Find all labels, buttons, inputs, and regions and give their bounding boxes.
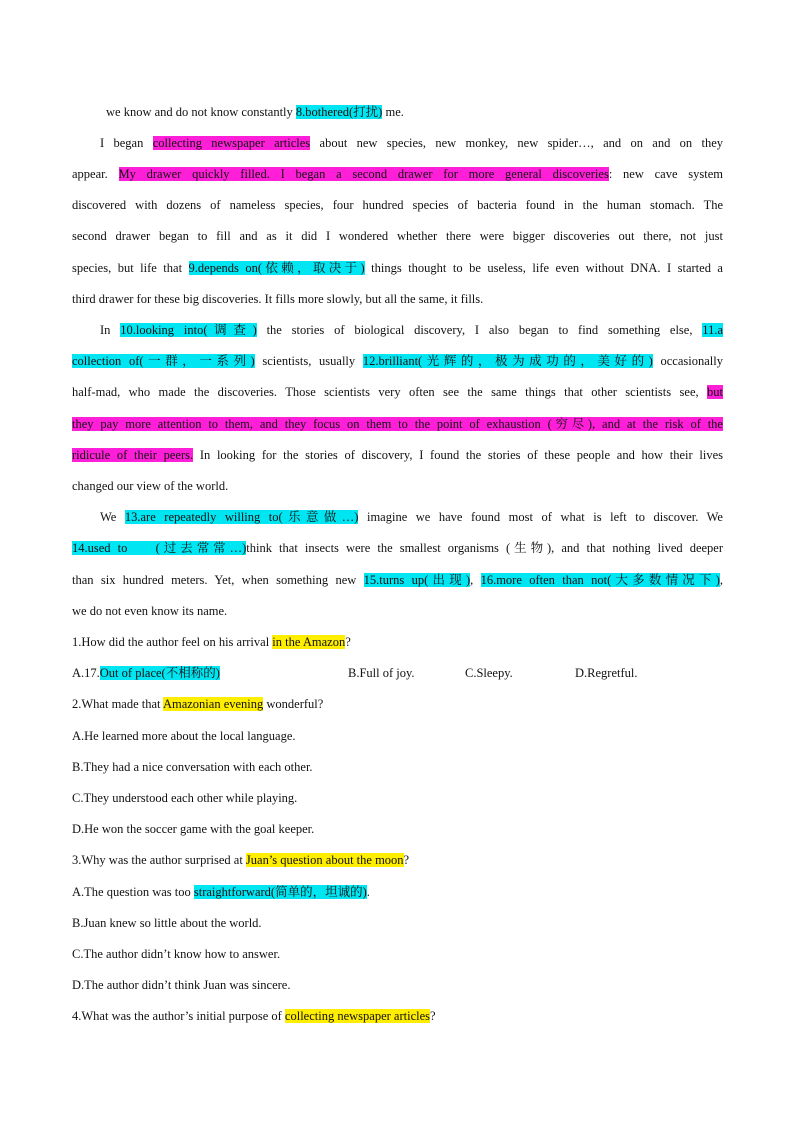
text-run: things thought to be useless, life even without DNA. I started a bbox=[364, 261, 723, 275]
passage-line bbox=[72, 570, 723, 590]
question-1-options bbox=[72, 663, 723, 683]
text-run: ? bbox=[403, 853, 410, 867]
highlighted-phrase: 13.are repeatedly willing to(乐意做…) bbox=[124, 510, 359, 524]
text-run: we do not even know its name. bbox=[72, 604, 228, 618]
text-run: 4.What was the author’s initial purpose of bbox=[72, 1009, 285, 1023]
passage-line bbox=[72, 601, 723, 621]
text-run: 3.Why was the author surprised at bbox=[72, 853, 246, 867]
text-run: the stories of biological discovery, I also began to find something else, bbox=[256, 323, 703, 337]
text-run: discovered with dozens of nameless species, four hundred species of bacteria found in the human stomach. The bbox=[72, 198, 723, 212]
highlighted-phrase: Out of place(不相称的) bbox=[99, 666, 220, 680]
text-run: imagine we have found most of what is left to discover. We bbox=[358, 510, 723, 524]
passage-line bbox=[100, 320, 723, 340]
highlighted-phrase: collection of(一群，一系列) bbox=[72, 354, 255, 368]
text-run: changed our view of the world. bbox=[72, 479, 229, 493]
highlighted-phrase: collecting newspaper articles bbox=[152, 136, 311, 150]
highlighted-phrase: My drawer quickly filled. I began a second drawer for more general discoveries bbox=[118, 167, 609, 181]
text-run: occasionally bbox=[652, 354, 723, 368]
passage-line bbox=[72, 195, 723, 215]
passage-line bbox=[72, 445, 723, 465]
option-b: B.Full of joy. bbox=[348, 666, 415, 680]
text-run: think that insects were the smallest organisms (生物), and that nothing lived deeper bbox=[246, 541, 723, 555]
passage-line bbox=[72, 538, 723, 558]
text-run: : new cave system bbox=[608, 167, 723, 181]
passage-line bbox=[72, 476, 723, 496]
highlighted-phrase: 15.turns up(出现) bbox=[363, 573, 471, 587]
highlighted-phrase: but bbox=[707, 385, 723, 399]
option-d: D.The author didn’t think Juan was sincere. bbox=[72, 978, 291, 992]
option-d: D.He won the soccer game with the goal keeper. bbox=[72, 822, 315, 836]
text-run: appear. bbox=[72, 167, 119, 181]
question-1 bbox=[72, 632, 351, 652]
option-a: A.He learned more about the local language. bbox=[72, 729, 296, 743]
passage-line bbox=[72, 226, 723, 246]
option-a bbox=[72, 663, 220, 683]
option-c: C.They understood each other while playing. bbox=[72, 791, 298, 805]
highlighted-phrase: 12.brilliant(光辉的，极为成功的，美好的) bbox=[362, 354, 653, 368]
highlighted-phrase: 11.a bbox=[702, 323, 724, 337]
passage-line bbox=[72, 258, 723, 278]
text-run: about new species, new monkey, new spider…, and on and on they bbox=[310, 136, 724, 150]
highlighted-phrase: in the Amazon bbox=[272, 635, 346, 649]
highlighted-phrase: 8.bothered(打扰) bbox=[295, 105, 383, 119]
text-run: wonderful? bbox=[263, 697, 324, 711]
passage-line bbox=[72, 351, 723, 371]
passage-line bbox=[72, 164, 723, 184]
text-run: I began bbox=[100, 136, 153, 150]
text-run: half-mad, who made the discoveries. Those scientists very often see the same things that other scientists see, bbox=[72, 385, 708, 399]
passage-line bbox=[72, 414, 723, 434]
option-c: C.Sleepy. bbox=[465, 666, 513, 680]
text-run: scientists, usually bbox=[254, 354, 363, 368]
text-run: In looking for the stories of discovery, I found the stories of these people and how their lives bbox=[193, 448, 723, 462]
highlighted-phrase: 10.looking into(调查) bbox=[120, 323, 257, 337]
highlighted-phrase: ridicule of their peers. bbox=[72, 448, 194, 462]
highlighted-phrase: 14.used to (过去常常…) bbox=[72, 541, 247, 555]
text-run: In bbox=[100, 323, 121, 337]
text-run: ? bbox=[345, 635, 351, 649]
text-run: 1.How did the author feel on his arrival bbox=[72, 635, 273, 649]
text-run: third drawer for these big discoveries. It fills more slowly, but all the same, it fills. bbox=[72, 292, 484, 306]
text-run: 2.What made that bbox=[72, 697, 163, 711]
option-c: C.The author didn’t know how to answer. bbox=[72, 947, 281, 961]
question-2 bbox=[72, 694, 323, 714]
highlighted-phrase: Amazonian evening bbox=[162, 697, 264, 711]
text-run: A.17. bbox=[72, 666, 100, 680]
option-d: D.Regretful. bbox=[575, 666, 638, 680]
passage-line bbox=[100, 133, 723, 153]
text-run: we know and do not know constantly bbox=[106, 105, 296, 119]
passage-line bbox=[106, 102, 723, 122]
text-run: species, but life that bbox=[72, 261, 189, 275]
passage-line bbox=[72, 382, 723, 402]
question-3 bbox=[72, 850, 409, 870]
text-run: ? bbox=[430, 1009, 436, 1023]
text-run: , bbox=[470, 573, 481, 587]
passage-line bbox=[72, 289, 723, 309]
highlighted-phrase: straightforward(简单的，坦诚的) bbox=[193, 885, 367, 899]
highlighted-phrase: collecting newspaper articles bbox=[284, 1009, 430, 1023]
option-a bbox=[72, 882, 370, 902]
text-run: second drawer began to fill and as it did I wondered whether there were bigger discoveries out there, not just bbox=[72, 229, 723, 243]
text-run: A.The question was too bbox=[72, 885, 194, 899]
text-run: . bbox=[366, 885, 370, 899]
passage-line bbox=[100, 507, 723, 527]
question-4 bbox=[72, 1006, 436, 1026]
text-run: me. bbox=[382, 105, 404, 119]
highlighted-phrase: Juan’s question about the moon bbox=[245, 853, 404, 867]
text-run: , bbox=[719, 573, 724, 587]
option-b: B.They had a nice conversation with each other. bbox=[72, 760, 313, 774]
highlighted-phrase: 9.depends on(依赖，取决于) bbox=[188, 261, 365, 275]
option-b: B.Juan knew so little about the world. bbox=[72, 916, 262, 930]
highlighted-phrase: they pay more attention to them, and they focus on them to the point of exhaustion (穷尽), and at the risk of the bbox=[72, 417, 723, 431]
text-run: than six hundred meters. Yet, when something new bbox=[72, 573, 364, 587]
highlighted-phrase: 16.more often than not(大多数情况下) bbox=[480, 573, 720, 587]
text-run: We bbox=[100, 510, 125, 524]
